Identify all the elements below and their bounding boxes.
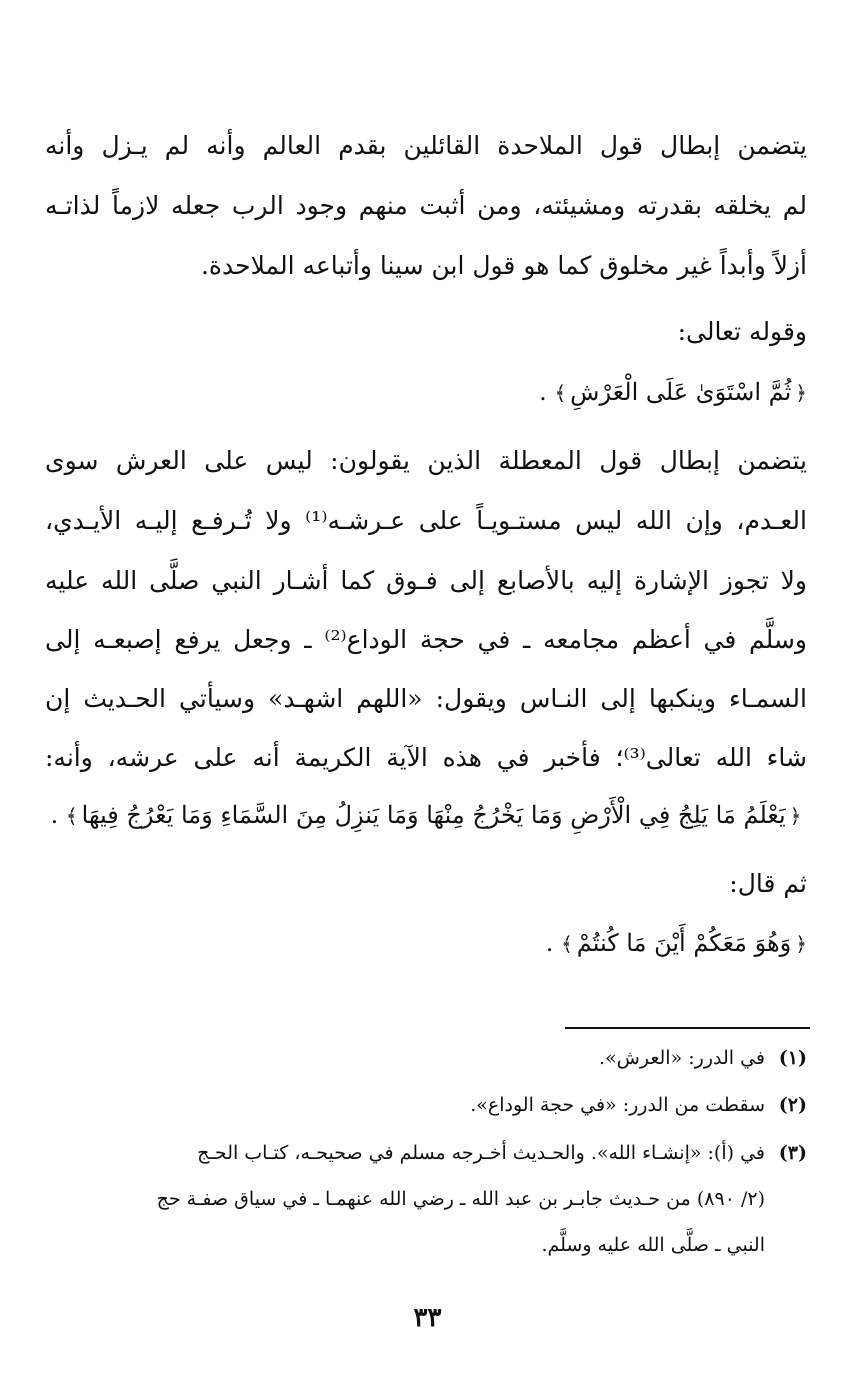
verse-close-bracket: ﴾ (561, 932, 573, 956)
paragraph-2-line-1: يتضمن إبطال قول المعطلة الذين يقولون: ليس على العرش سوى (45, 446, 807, 475)
quote-3-intro: ثم قال: (729, 869, 807, 898)
paragraph-1-line-3: أزلاً وأبداً غير مخلوق كما هو قول ابن سينا وأتباعه الملاحدة. (200, 251, 807, 280)
verse-open-bracket: ﴿ (795, 932, 807, 956)
paragraph-2-line-5: السمـاء وينكبها إلى النـاس ويقول: «اللهم اشهـد» وسيأتي الحـديث إن (45, 684, 807, 713)
quote-3-verse (45, 918, 807, 968)
paragraph-1-line-1: يتضمن إبطال قول الملاحدة القائلين بقدم العالم وأنه لم يـزل وأنه (45, 131, 807, 160)
footnote-3 (45, 1135, 807, 1171)
footnote-3-line-3: النبي ـ صلَّى الله عليه وسلَّم. (541, 1234, 765, 1256)
verse-period: . (545, 929, 554, 957)
footnote-number: (٣) (778, 1142, 807, 1164)
quote-2-verse (45, 790, 807, 840)
verse-close-bracket: ﴾ (65, 804, 78, 828)
verse-open-bracket: ﴿ (789, 804, 802, 828)
footnote-1 (45, 1040, 807, 1076)
footnote-3-line-2: (٢/ ٨٩٠) من حـديث جابـر بن عبد الله ـ رضي الله عنهمـا ـ في سياق صفـة حج (156, 1188, 765, 1210)
paragraph-1-line-2: لم يخلقه بقدرته ومشيئته، ومن أثبت منهم وجود الرب جعله لازماً لذاتـه (45, 191, 807, 220)
footnote-number: (١) (778, 1047, 807, 1069)
quote-2-verse-text: يَعْلَمُ مَا يَلِجُ فِي الْأَرْضِ وَمَا يَخْرُجُ مِنْهَا وَمَا يَنزِلُ مِنَ السَّمَاءِ وَمَا يَعْرُجُ فِيهَا (81, 801, 786, 829)
paragraph-2-line-4: وسلَّم في أعظم مجامعه ـ في حجة الوداع⁽²⁾ ـ وجعل يرفع إصبعـه إلى (45, 625, 807, 654)
verse-close-bracket: ﴾ (554, 381, 567, 405)
verse-open-bracket: ﴿ (795, 381, 807, 405)
paragraph-2-line-2: العـدم، وإن الله ليس مستـويـاً على عـرشـه⁽¹⁾ ولا تُـرفـع إليـه الأيـدي، (45, 506, 807, 535)
quote-1-verse (45, 367, 807, 417)
quote-1-intro: وقوله تعالى: (677, 317, 807, 346)
footnote-text: سقطت من الدرر: «في حجة الوداع». (470, 1094, 765, 1116)
verse-period: . (50, 801, 59, 829)
footnote-text: في (أ): «إنشـاء الله». والحـديث أخـرجه مسلم في صحيحـه، كتـاب الحـج (197, 1142, 765, 1164)
footnote-divider (565, 1027, 810, 1029)
quote-1-verse-text: ثُمَّ اسْتَوَىٰ عَلَى الْعَرْشِ (570, 378, 792, 406)
quote-3-verse-text: وَهُوَ مَعَكُمْ أَيْنَ مَا كُنتُمْ (576, 929, 792, 957)
paragraph-2-line-6: شاء الله تعالى⁽³⁾؛ فأخبر في هذه الآية الكريمة أنه على عرشه، وأنه: (45, 743, 807, 772)
paragraph-2-line-3: ولا تجوز الإشارة إليه بالأصابع إلى فـوق كما أشـار النبي صلَّى الله عليه (45, 566, 807, 595)
verse-period: . (539, 378, 547, 406)
page-number: ٣٣ (413, 1303, 442, 1333)
footnote-2 (45, 1087, 807, 1123)
footnote-number: (٢) (778, 1094, 807, 1116)
footnote-text: في الدرر: «العرش». (599, 1047, 765, 1069)
